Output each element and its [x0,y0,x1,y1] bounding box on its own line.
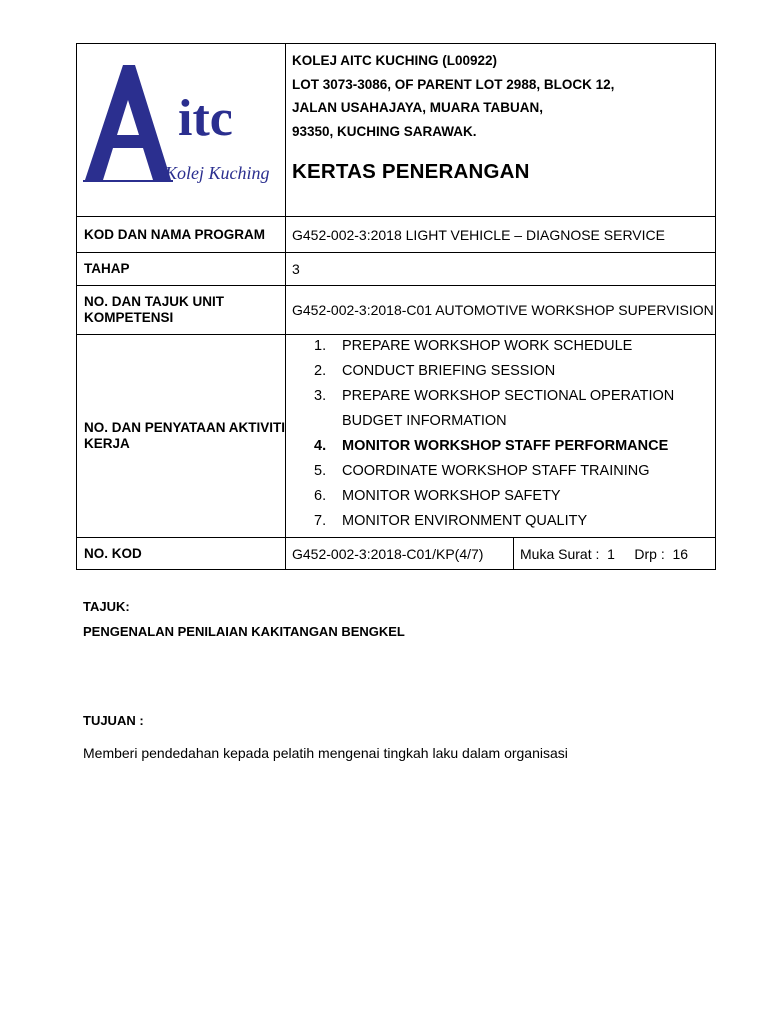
kod-label: NO. KOD [77,538,286,570]
tahap-value: 3 [286,253,716,286]
page-count: Muka Surat : 1 Drp : 16 [514,538,716,570]
address-line-1: KOLEJ AITC KUCHING (L00922) [292,53,498,68]
activity-item: 2. CONDUCT BRIEFING SESSION [314,363,556,379]
program-value: G452-002-3:2018 LIGHT VEHICLE – DIAGNOSE SERVICE [286,217,716,253]
tahap-label: TAHAP [77,253,286,286]
header-table [76,43,716,570]
activities-list [286,335,715,535]
tajuk-text: PENGENALAN PENILAIAN KAKITANGAN BENGKEL [83,624,405,639]
activity-item: 6. MONITOR WORKSHOP SAFETY [314,488,561,504]
logo-tagline: Kolej Kuching [165,163,270,183]
activity-item: 1. PREPARE WORKSHOP WORK SCHEDULE [314,338,633,354]
address-line-4: 93350, KUCHING SARAWAK. [292,123,477,139]
activities-cell [286,335,716,538]
activity-item: 3. PREPARE WORKSHOP SECTIONAL OPERATION [314,388,675,404]
tajuk-heading: TAJUK: [83,599,130,614]
activity-item-current: 4. MONITOR WORKSHOP STAFF PERFORMANCE [314,438,669,454]
tujuan-text: Memberi pendedahan kepada pelatih mengenai tingkah laku dalam organisasi [83,745,568,761]
logo-letters: itc [178,90,233,147]
address-cell [286,44,716,217]
activities-label: NO. DAN PENYATAAN AKTIVITI KERJA [77,335,286,538]
college-logo [83,60,279,200]
activity-item: 5. COORDINATE WORKSHOP STAFF TRAINING [314,463,650,479]
address-line-2: LOT 3073-3086, OF PARENT LOT 2988, BLOCK 12, [292,76,615,92]
unit-value: G452-002-3:2018-C01 AUTOMOTIVE WORKSHOP SUPERVISION [286,286,716,335]
unit-label: NO. DAN TAJUK UNIT KOMPETENSI [77,286,286,335]
logo-cell [77,44,286,217]
program-label: KOD DAN NAMA PROGRAM [77,217,286,253]
tujuan-heading: TUJUAN : [83,713,144,728]
address-line-3: JALAN USAHAJAYA, MUARA TABUAN, [292,100,544,115]
kod-value: G452-002-3:2018-C01/KP(4/7) [286,538,514,570]
activity-item: 7. MONITOR ENVIRONMENT QUALITY [314,513,588,529]
activity-item-continuation: BUDGET INFORMATION [342,413,507,429]
document-title: KERTAS PENERANGAN [292,159,530,183]
